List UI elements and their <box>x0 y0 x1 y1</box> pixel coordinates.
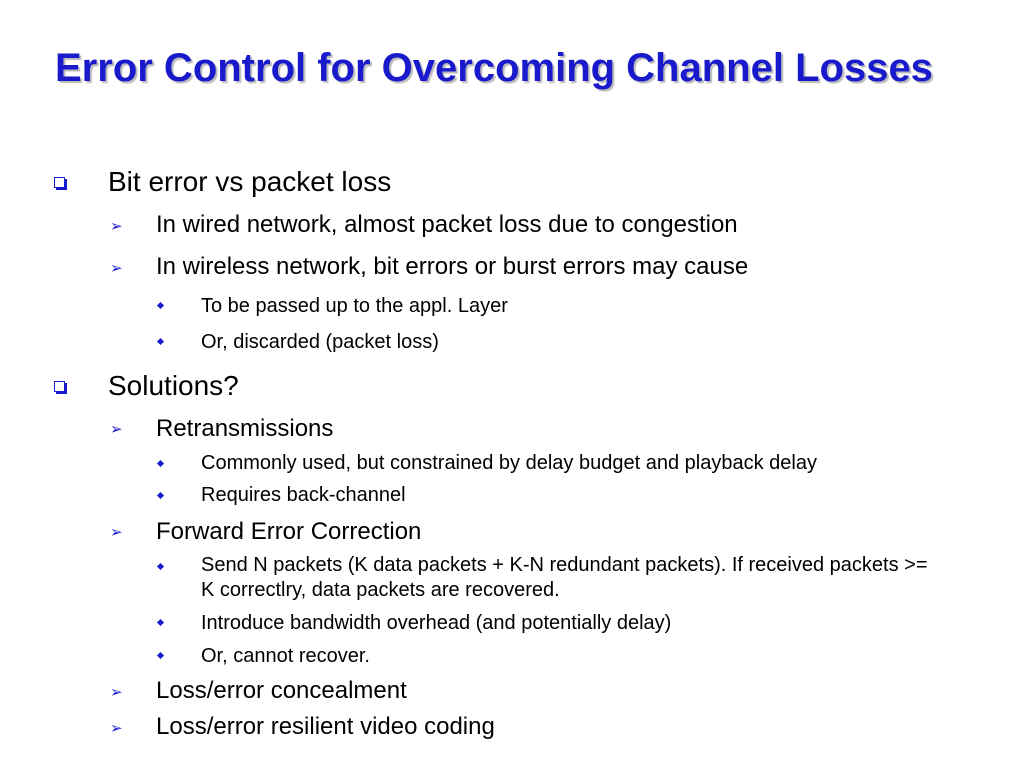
bullet-level2: Forward Error Correction <box>156 518 422 545</box>
arrow-bullet-icon: ➢ <box>110 259 123 277</box>
bullet-level1: Bit error vs packet loss <box>108 166 392 197</box>
arrow-bullet-icon: ➢ <box>110 719 123 737</box>
arrow-bullet-icon: ➢ <box>110 217 123 235</box>
arrow-bullet-icon: ➢ <box>110 523 123 541</box>
bullet-level3: Or, cannot recover. <box>201 645 370 667</box>
slide-title: Error Control for Overcoming Channel Losses <box>55 46 933 90</box>
diamond-bullet-icon <box>157 652 164 659</box>
square-bullet-icon <box>54 177 65 188</box>
diamond-bullet-icon <box>157 302 164 309</box>
bullet-level3: Or, discarded (packet loss) <box>201 331 439 353</box>
bullet-level3: To be passed up to the appl. Layer <box>201 295 508 317</box>
diamond-bullet-icon <box>157 492 164 499</box>
bullet-level2: In wireless network, bit errors or burst errors may cause <box>156 253 749 280</box>
arrow-bullet-icon: ➢ <box>110 683 123 701</box>
diamond-bullet-icon <box>157 619 164 626</box>
bullet-level2: Retransmissions <box>156 415 334 442</box>
arrow-bullet-icon: ➢ <box>110 420 123 438</box>
bullet-level3: Send N packets (K data packets + K-N redundant packets). If received packets >= K correctlry, data packets are recovered. <box>201 554 928 601</box>
diamond-bullet-icon <box>157 338 164 345</box>
bullet-level2: Loss/error concealment <box>156 677 407 704</box>
diamond-bullet-icon <box>157 563 164 570</box>
bullet-level1: Solutions? <box>108 370 239 401</box>
bullet-level3: Requires back-channel <box>201 484 406 506</box>
bullet-level3: Introduce bandwidth overhead (and potentially delay) <box>201 612 672 634</box>
bullet-level3: Commonly used, but constrained by delay budget and playback delay <box>201 452 817 474</box>
bullet-level2: In wired network, almost packet loss due to congestion <box>156 211 738 238</box>
square-bullet-icon <box>54 381 65 392</box>
diamond-bullet-icon <box>157 460 164 467</box>
bullet-level2: Loss/error resilient video coding <box>156 713 495 740</box>
